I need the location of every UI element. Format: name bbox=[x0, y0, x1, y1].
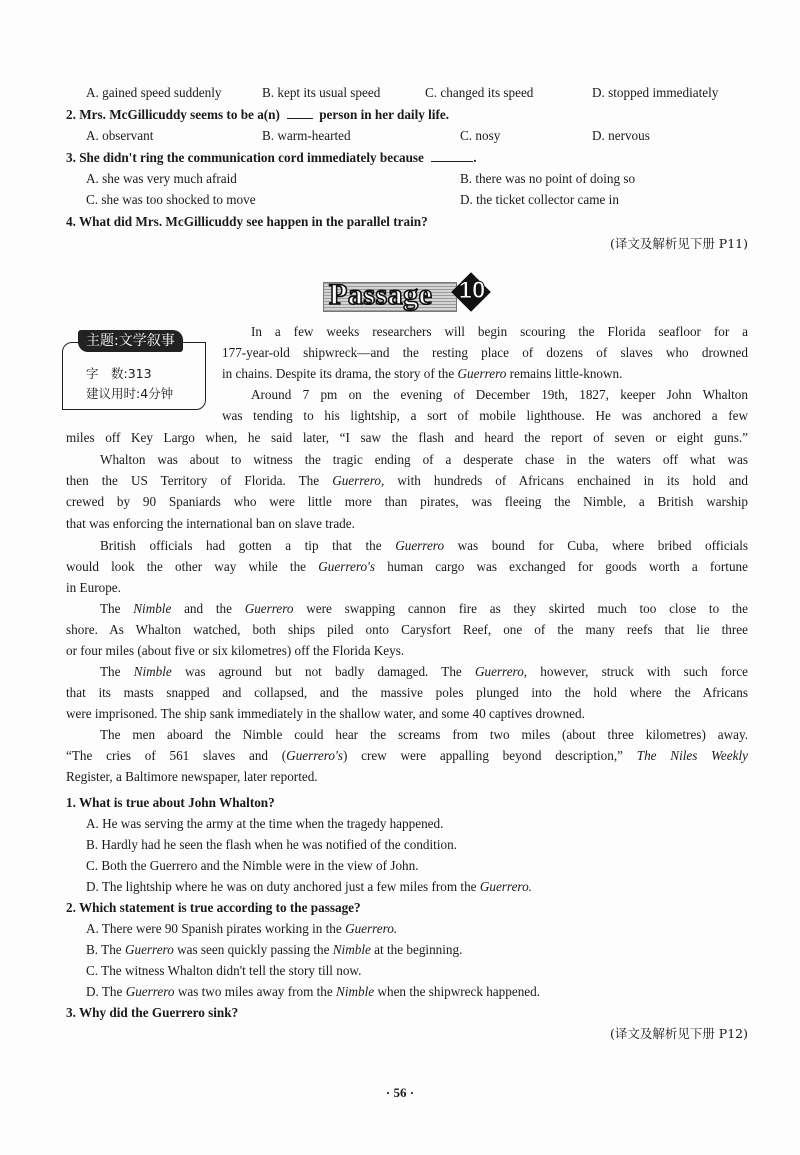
p1-line-3: in chains. Despite its drama, the story of the Guerrero remains little-known. bbox=[222, 366, 623, 381]
banner-number: 10 bbox=[458, 277, 486, 304]
p2-line-1: Around 7 pm on the evening of December 19th, 1827, keeper John Whalton bbox=[251, 387, 748, 402]
p7-line-1: The men aboard the Nimble could hear the screams from two miles (about three kilometres) away. bbox=[100, 727, 748, 742]
prev-q2-option-a: A. observant bbox=[86, 128, 154, 143]
prev-q4-stem: 4. What did Mrs. McGillicuddy see happen in the parallel train? bbox=[66, 214, 428, 229]
p4-line-3: in Europe. bbox=[66, 580, 121, 595]
topic-time: 建议用时:4分钟 bbox=[86, 386, 174, 401]
prev-answer-reference: (译文及解析见下册 P11) bbox=[609, 236, 748, 251]
prev-q3-stem: 3. She didn't ring the communication cord immediately because . bbox=[66, 150, 477, 165]
prev-q2-stem: 2. Mrs. McGillicuddy seems to be a(n) person in her daily life. bbox=[66, 107, 450, 122]
q2-option-d: D. The Guerrero was two miles away from the Nimble when the shipwreck happened. bbox=[86, 984, 541, 999]
q2-option-c: C. The witness Whalton didn't tell the story till now. bbox=[86, 963, 362, 978]
prev-q2-option-b: B. warm-hearted bbox=[262, 128, 351, 143]
prev-q1-option-a: A. gained speed suddenly bbox=[86, 85, 222, 100]
p1-line-2: 177-year-old shipwreck—and the resting place of dozens of slaves who drowned bbox=[222, 345, 748, 360]
p3-line-2: then the US Territory of Florida. The Guerrero, with hundreds of Africans enchained in its hold and bbox=[66, 473, 748, 488]
prev-q2-option-d: D. nervous bbox=[592, 128, 650, 143]
p5-line-3: or four miles (about five or six kilometres) off the Florida Keys. bbox=[66, 643, 405, 658]
topic-word-count: 字 数:313 bbox=[86, 366, 152, 381]
page-number: · 56 · bbox=[385, 1085, 415, 1100]
q1-stem: 1. What is true about John Whalton? bbox=[66, 795, 275, 810]
p2-line-2: was tending to his lightship, a sort of mobile lighthouse. He was anchored a few bbox=[222, 408, 748, 423]
banner-title: Passage bbox=[329, 278, 433, 311]
q3-stem: 3. Why did the Guerrero sink? bbox=[66, 1005, 239, 1020]
p1-line-1: In a few weeks researchers will begin scouring the Florida seafloor for a bbox=[251, 324, 748, 339]
p3-line-1: Whalton was about to witness the tragic ending of a desperate chase in the waters off what was bbox=[100, 452, 748, 467]
p7-line-2: “The cries of 561 slaves and (Guerrero's) crew were appalling beyond description,” The Niles Weekly bbox=[66, 748, 748, 763]
p7-line-3: Register, a Baltimore newspaper, later reported. bbox=[66, 769, 318, 784]
p4-line-1: British officials had gotten a tip that the Guerrero was bound for Cuba, where bribed officials bbox=[100, 538, 748, 553]
p5-line-2: shore. As Whalton watched, both ships piled onto Carysfort Reef, one of the many reefs that lie three bbox=[66, 622, 748, 637]
p5-line-1: The Nimble and the Guerrero were swapping cannon fire as they skirted much too close to the bbox=[100, 601, 748, 616]
q2-stem: 2. Which statement is true according to the passage? bbox=[66, 900, 361, 915]
topic-box bbox=[62, 330, 208, 410]
prev-q3-option-b: B. there was no point of doing so bbox=[460, 171, 636, 186]
q1-option-c: C. Both the Guerrero and the Nimble were in the view of John. bbox=[86, 858, 419, 873]
q2-option-a: A. There were 90 Spanish pirates working in the Guerrero. bbox=[86, 921, 398, 936]
q1-option-b: B. Hardly had he seen the flash when he was notified of the condition. bbox=[86, 837, 457, 852]
p6-line-2: that its masts snapped and collapsed, and the massive poles plunged into the hold where the Africans bbox=[66, 685, 748, 700]
prev-q3-option-d: D. the ticket collector came in bbox=[460, 192, 619, 207]
prev-q1-option-d: D. stopped immediately bbox=[592, 85, 719, 100]
topic-title: 主题:文学叙事 bbox=[78, 330, 183, 352]
answer-reference: (译文及解析见下册 P12) bbox=[609, 1026, 748, 1041]
p4-line-2: would look the other way while the Guerrero's human cargo was exchanged for goods worth a fortune bbox=[66, 559, 748, 574]
q1-option-d: D. The lightship where he was on duty anchored just a few miles from the Guerrero. bbox=[86, 879, 532, 894]
prev-q1-option-c: C. changed its speed bbox=[425, 85, 534, 100]
p6-line-3: were imprisoned. The ship sank immediately in the shallow water, and some 40 captives drowned. bbox=[66, 706, 585, 721]
p6-line-1: The Nimble was aground but not badly damaged. The Guerrero, however, struck with such force bbox=[100, 664, 748, 679]
p2-line-3: miles off Key Largo when, he said later, “I saw the flash and heard the report of seven or eight guns.” bbox=[66, 430, 748, 445]
q1-option-a: A. He was serving the army at the time when the tragedy happened. bbox=[86, 816, 444, 831]
p3-line-4: that was enforcing the international ban on slave trade. bbox=[66, 516, 355, 531]
q2-option-b: B. The Guerrero was seen quickly passing the Nimble at the beginning. bbox=[86, 942, 463, 957]
prev-q1-option-b: B. kept its usual speed bbox=[262, 85, 381, 100]
passage-banner bbox=[323, 276, 495, 314]
prev-q3-option-c: C. she was too shocked to move bbox=[86, 192, 256, 207]
p3-line-3: crewed by 90 Spaniards who were little more than pirates, was fleeing the Nimble, a British warship bbox=[66, 494, 748, 509]
prev-q3-option-a: A. she was very much afraid bbox=[86, 171, 237, 186]
prev-q2-option-c: C. nosy bbox=[460, 128, 501, 143]
